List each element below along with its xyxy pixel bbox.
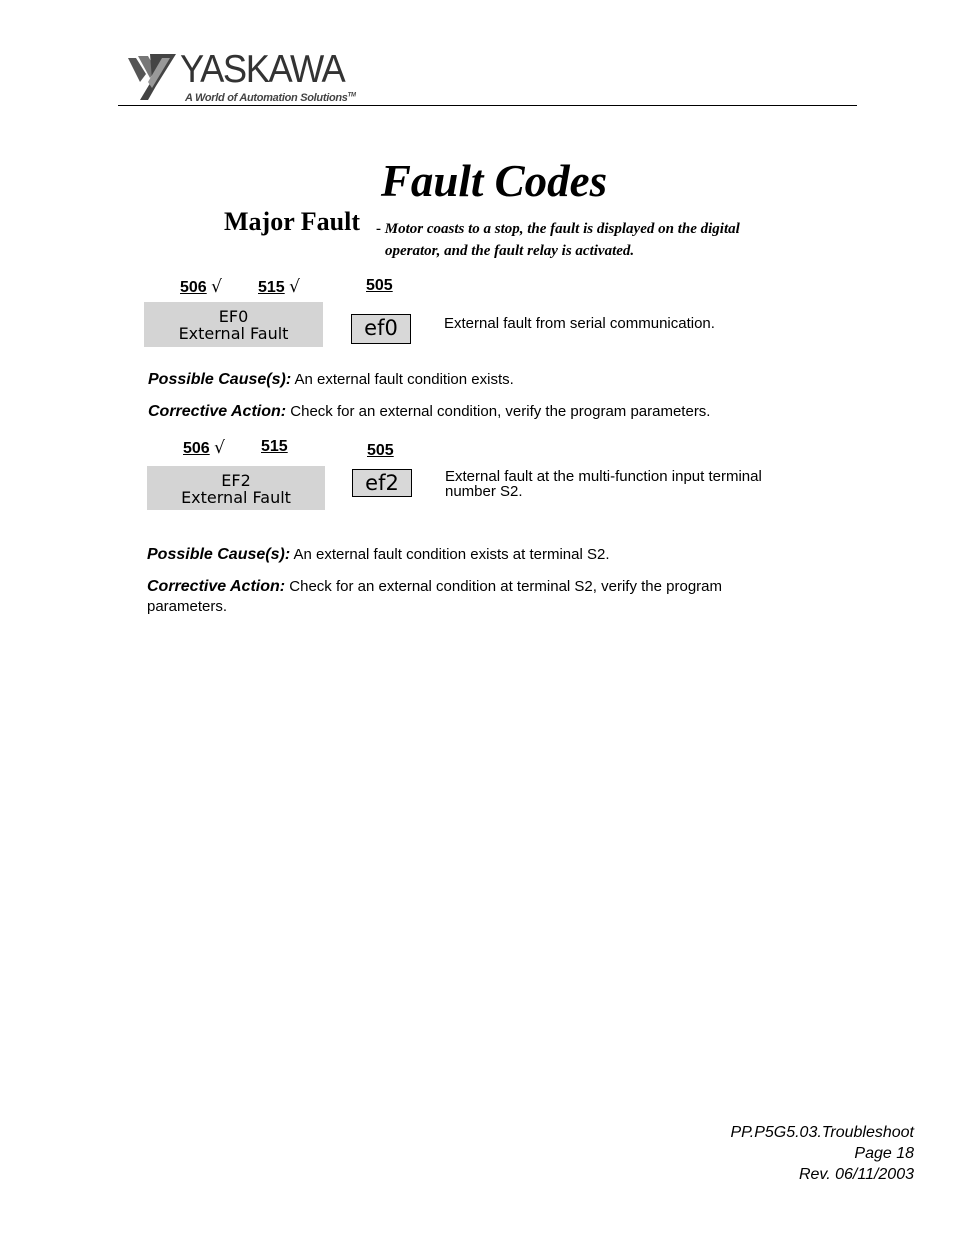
possible-cause: Possible Cause(s): An external fault condition exists at terminal S2. xyxy=(147,546,610,563)
possible-cause: Possible Cause(s): An external fault condition exists. xyxy=(148,371,514,388)
fault-display-ef2 xyxy=(147,466,325,510)
doc-id: PP.P5G5.03.Troubleshoot xyxy=(730,1124,914,1141)
param-code-506: 506 √ xyxy=(183,438,225,458)
page-number: Page 18 xyxy=(854,1145,914,1162)
header-divider xyxy=(118,105,857,106)
major-fault-desc-line2: operator, and the fault relay is activated. xyxy=(385,243,635,259)
page-footer xyxy=(730,1122,914,1185)
display-code: EF0 xyxy=(218,307,249,326)
cause-label: Possible Cause(s): xyxy=(147,546,291,563)
checkmark-icon: √ xyxy=(214,438,225,458)
param-code-515: 515 xyxy=(261,438,288,455)
param-code-515: 515 √ xyxy=(258,277,300,297)
brand-name: YASKAWA xyxy=(180,48,345,91)
major-fault-description xyxy=(376,218,796,262)
action-label: Corrective Action: xyxy=(148,403,287,420)
major-fault-label: Major Fault xyxy=(224,207,360,236)
major-fault-desc-line1: Motor coasts to a stop, the fault is displayed on the digital xyxy=(384,221,740,237)
checkmark-icon: √ xyxy=(289,277,300,297)
fault-description: External fault from serial communication. xyxy=(444,315,715,332)
led-display-ef2: ef2 xyxy=(352,469,412,497)
corrective-action: Corrective Action: Check for an external condition, verify the program parameters. xyxy=(148,403,711,420)
display-label: External Fault xyxy=(178,324,289,343)
yaskawa-logo-icon xyxy=(126,52,178,102)
page-title: Fault Codes xyxy=(380,156,608,206)
display-code: EF2 xyxy=(221,471,251,490)
param-code-505: 505 xyxy=(366,277,393,294)
cause-label: Possible Cause(s): xyxy=(148,371,292,388)
trademark-mark: TM xyxy=(347,92,356,99)
led-display-ef0: ef0 xyxy=(351,314,411,344)
corrective-action: Corrective Action: Check for an external condition at terminal S2, verify the program parameters. xyxy=(147,578,722,615)
brand-tagline: A World of Automation Solutions™ xyxy=(185,92,356,104)
major-fault-dash: - xyxy=(376,221,381,237)
action-label: Corrective Action: xyxy=(147,578,286,595)
revision-date: Rev. 06/11/2003 xyxy=(798,1166,914,1183)
fault-description: External fault at the multi-function input terminal number S2. xyxy=(445,468,762,500)
display-label: External Fault xyxy=(181,488,291,507)
param-code-505: 505 xyxy=(367,442,394,459)
param-code-506: 506 √ xyxy=(180,277,222,297)
fault-display-ef0 xyxy=(144,302,323,347)
checkmark-icon: √ xyxy=(211,277,222,297)
